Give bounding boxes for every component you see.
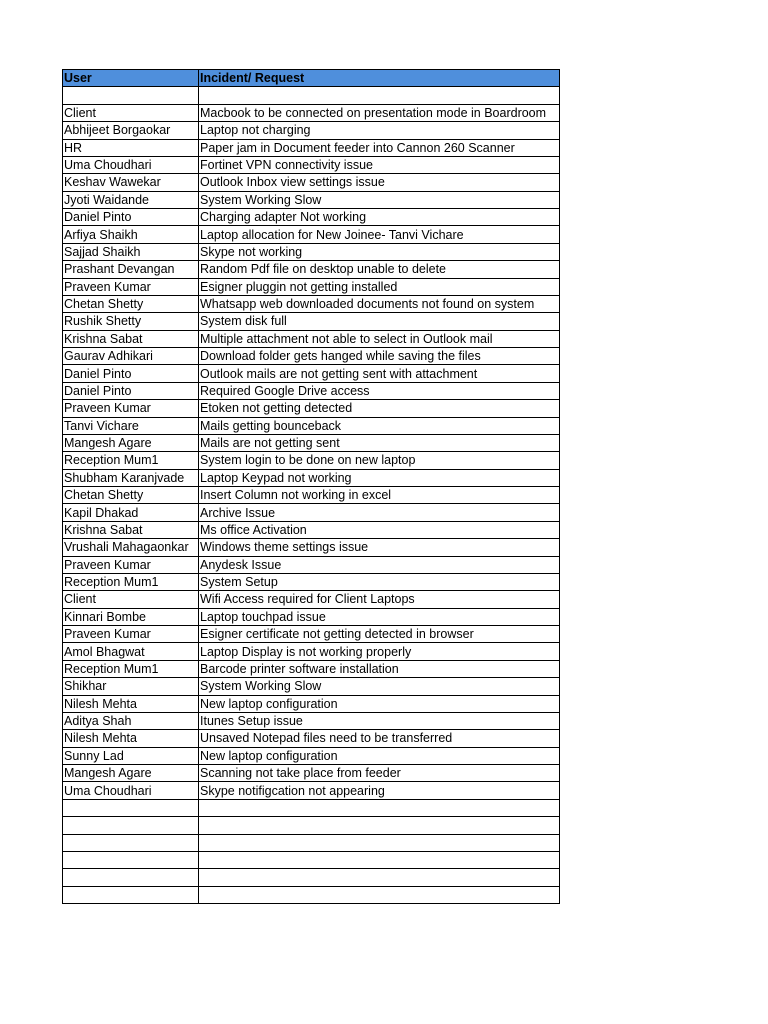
incident-cell: Esigner pluggin not getting installed: [199, 278, 560, 295]
incident-cell: Fortinet VPN connectivity issue: [199, 156, 560, 173]
incident-cell: Windows theme settings issue: [199, 539, 560, 556]
table-row: [63, 660, 560, 677]
incident-cell: [199, 869, 560, 886]
incident-cell: [199, 851, 560, 868]
user-cell: Reception Mum1: [63, 660, 199, 677]
user-cell: Amol Bhagwat: [63, 643, 199, 660]
incident-column-header: Incident/ Request: [199, 70, 560, 87]
table-row: [63, 87, 560, 104]
table-row: [63, 504, 560, 521]
table-row: [63, 695, 560, 712]
incident-cell: Laptop Display is not working properly: [199, 643, 560, 660]
incident-cell: Macbook to be connected on presentation mode in Boardroom: [199, 104, 560, 121]
table-row: [63, 834, 560, 851]
table-row: [63, 382, 560, 399]
table-row: [63, 556, 560, 573]
incident-cell: Whatsapp web downloaded documents not found on system: [199, 295, 560, 312]
user-cell: Sunny Lad: [63, 747, 199, 764]
incident-cell: Multiple attachment not able to select in Outlook mail: [199, 330, 560, 347]
user-cell: Uma Choudhari: [63, 782, 199, 799]
incident-cell: System disk full: [199, 313, 560, 330]
incident-cell: [199, 817, 560, 834]
incident-cell: Itunes Setup issue: [199, 712, 560, 729]
user-cell: Jyoti Waidande: [63, 191, 199, 208]
user-cell: Keshav Wawekar: [63, 174, 199, 191]
incident-cell: New laptop configuration: [199, 695, 560, 712]
table-row: [63, 400, 560, 417]
incident-cell: Laptop touchpad issue: [199, 608, 560, 625]
user-cell: Uma Choudhari: [63, 156, 199, 173]
user-cell: Rushik Shetty: [63, 313, 199, 330]
table-row: [63, 678, 560, 695]
table-row: [63, 626, 560, 643]
incident-cell: Laptop not charging: [199, 122, 560, 139]
user-cell: [63, 869, 199, 886]
incident-cell: Laptop Keypad not working: [199, 469, 560, 486]
incident-cell: Anydesk Issue: [199, 556, 560, 573]
table-row: [63, 851, 560, 868]
user-cell: Gaurav Adhikari: [63, 348, 199, 365]
user-cell: Client: [63, 591, 199, 608]
user-cell: Chetan Shetty: [63, 295, 199, 312]
incident-cell: [199, 799, 560, 816]
incident-cell: Esigner certificate not getting detected in browser: [199, 626, 560, 643]
user-cell: Arfiya Shaikh: [63, 226, 199, 243]
table-row: [63, 539, 560, 556]
incident-cell: Ms office Activation: [199, 521, 560, 538]
table-row: [63, 139, 560, 156]
incident-cell: Charging adapter Not working: [199, 209, 560, 226]
user-cell: Nilesh Mehta: [63, 730, 199, 747]
user-column-header: User: [63, 70, 199, 87]
user-cell: Prashant Devangan: [63, 261, 199, 278]
incident-cell: Required Google Drive access: [199, 382, 560, 399]
table-row: [63, 156, 560, 173]
user-cell: [63, 87, 199, 104]
table-row: [63, 573, 560, 590]
table-row: [63, 226, 560, 243]
table-row: [63, 434, 560, 451]
incident-cell: [199, 886, 560, 903]
table-row: [63, 521, 560, 538]
table-row: [63, 452, 560, 469]
incident-cell: [199, 87, 560, 104]
incident-cell: Unsaved Notepad files need to be transferred: [199, 730, 560, 747]
incident-cell: Etoken not getting detected: [199, 400, 560, 417]
table-row: [63, 104, 560, 121]
table-row: [63, 608, 560, 625]
table-row: [63, 365, 560, 382]
incident-cell: Barcode printer software installation: [199, 660, 560, 677]
table-row: [63, 712, 560, 729]
user-cell: Praveen Kumar: [63, 278, 199, 295]
user-cell: [63, 851, 199, 868]
user-cell: Vrushali Mahagaonkar: [63, 539, 199, 556]
incident-cell: Mails getting bounceback: [199, 417, 560, 434]
incident-cell: Scanning not take place from feeder: [199, 765, 560, 782]
table-row: [63, 730, 560, 747]
user-cell: Praveen Kumar: [63, 556, 199, 573]
user-cell: Shubham Karanjvade: [63, 469, 199, 486]
table-row: [63, 295, 560, 312]
user-cell: Sajjad Shaikh: [63, 243, 199, 260]
user-cell: Tanvi Vichare: [63, 417, 199, 434]
incident-table: [62, 69, 560, 904]
incident-cell: Insert Column not working in excel: [199, 487, 560, 504]
user-cell: Mangesh Agare: [63, 434, 199, 451]
table-row: [63, 417, 560, 434]
table-row: [63, 122, 560, 139]
incident-cell: Outlook Inbox view settings issue: [199, 174, 560, 191]
table-row: [63, 278, 560, 295]
incident-cell: Skype notifigcation not appearing: [199, 782, 560, 799]
user-cell: [63, 799, 199, 816]
incident-cell: Download folder gets hanged while saving the files: [199, 348, 560, 365]
user-cell: Krishna Sabat: [63, 330, 199, 347]
incident-cell: Skype not working: [199, 243, 560, 260]
table-row: [63, 174, 560, 191]
table-row: [63, 782, 560, 799]
user-cell: Daniel Pinto: [63, 382, 199, 399]
table-row: [63, 348, 560, 365]
user-cell: Abhijeet Borgaokar: [63, 122, 199, 139]
user-cell: Daniel Pinto: [63, 209, 199, 226]
user-cell: Daniel Pinto: [63, 365, 199, 382]
incident-cell: Laptop allocation for New Joinee- Tanvi Vichare: [199, 226, 560, 243]
table-row: [63, 487, 560, 504]
table-row: [63, 313, 560, 330]
table-row: [63, 330, 560, 347]
user-cell: Mangesh Agare: [63, 765, 199, 782]
user-cell: Nilesh Mehta: [63, 695, 199, 712]
user-cell: Aditya Shah: [63, 712, 199, 729]
user-cell: [63, 834, 199, 851]
incident-cell: [199, 834, 560, 851]
incident-cell: System login to be done on new laptop: [199, 452, 560, 469]
incident-cell: Archive Issue: [199, 504, 560, 521]
user-cell: Reception Mum1: [63, 573, 199, 590]
header-row: [63, 70, 560, 87]
table-row: [63, 869, 560, 886]
incident-cell: Random Pdf file on desktop unable to delete: [199, 261, 560, 278]
table-row: [63, 261, 560, 278]
incident-cell: Outlook mails are not getting sent with attachment: [199, 365, 560, 382]
incident-cell: System Working Slow: [199, 191, 560, 208]
table-row: [63, 817, 560, 834]
user-cell: Kapil Dhakad: [63, 504, 199, 521]
table-row: [63, 799, 560, 816]
table-row: [63, 209, 560, 226]
user-cell: Krishna Sabat: [63, 521, 199, 538]
incident-cell: Wifi Access required for Client Laptops: [199, 591, 560, 608]
user-cell: [63, 817, 199, 834]
user-cell: HR: [63, 139, 199, 156]
table-row: [63, 191, 560, 208]
incident-cell: System Setup: [199, 573, 560, 590]
table-row: [63, 591, 560, 608]
user-cell: Kinnari Bombe: [63, 608, 199, 625]
table-row: [63, 643, 560, 660]
user-cell: [63, 886, 199, 903]
table-row: [63, 886, 560, 903]
user-cell: Praveen Kumar: [63, 400, 199, 417]
incident-cell: Paper jam in Document feeder into Cannon 260 Scanner: [199, 139, 560, 156]
table-row: [63, 243, 560, 260]
table-row: [63, 469, 560, 486]
user-cell: Shikhar: [63, 678, 199, 695]
user-cell: Reception Mum1: [63, 452, 199, 469]
user-cell: Chetan Shetty: [63, 487, 199, 504]
incident-cell: New laptop configuration: [199, 747, 560, 764]
incident-cell: System Working Slow: [199, 678, 560, 695]
user-cell: Client: [63, 104, 199, 121]
incident-cell: Mails are not getting sent: [199, 434, 560, 451]
user-cell: Praveen Kumar: [63, 626, 199, 643]
table-row: [63, 765, 560, 782]
table-row: [63, 747, 560, 764]
